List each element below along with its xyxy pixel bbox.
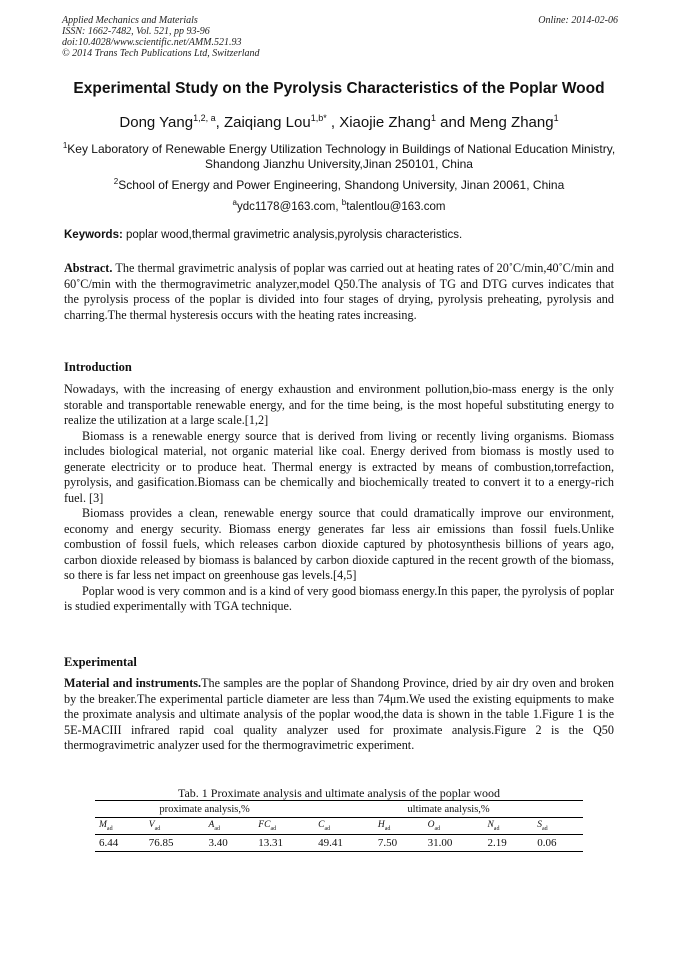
doi: doi:10.4028/www.scientific.net/AMM.521.93 [62,37,242,48]
table-cell: 6.44 [95,835,145,852]
table-header-row [95,818,583,835]
email-text: ydc1178@163.com, [236,200,342,213]
group-ultimate: ultimate analysis,% [314,801,583,818]
online-date: Online: 2014-02-06 [538,15,618,26]
email-text: talentlou@163.com [346,200,446,213]
section-heading-experimental: Experimental [64,655,137,669]
table-cell: 13.31 [254,835,314,852]
email-sup: b [341,198,347,207]
column-header: $C_{ad}$ [314,818,374,835]
running-header [62,15,618,59]
table-cell: 31.00 [424,835,484,852]
author-list [40,113,638,131]
affiliation-text: School of Energy and Power Engineering, Shandong University, Jinan 20061, China [118,178,565,192]
table-cell: 0.06 [533,835,583,852]
affiliation-1 [60,138,618,172]
author-sep: , [326,114,340,131]
author-sup: 1,b* [310,113,327,123]
paper-title: Experimental Study on the Pyrolysis Characteristics of the Poplar Wood [73,80,605,97]
affiliation-sup: 1 [62,141,68,150]
table-caption: Tab. 1 Proximate analysis and ultimate analysis of the poplar wood [177,786,501,800]
table-row [95,835,583,852]
author-sup: 1 [430,113,436,123]
paragraph: Poplar wood is very common and is a kind of very good biomass energy.In this paper, the pyrolysis of poplar is studied experimentally with TGA technique. [64,583,614,613]
table-group-row [95,801,583,818]
issn: ISSN: 1662-7482, Vol. 521, pp 93-96 [62,26,210,37]
paragraph: Biomass is a renewable energy source that is derived from living or recently living organisms. Biomass includes biological material, not organic material like coal. Energy derived from biomass is mostly used to generate electricity or to produce heat. Thermal energy is extracted by means of combustion,torrefaction, pyrolysis, and gasification.Biomass can be chemically and biochemically treated to convert it to a energy-rich fuel. [3] [64,428,614,505]
paragraph: The samples are the poplar of Shandong Province, dried by air dry oven and broken by the breaker.The experimental particle diameter are less than 74μm.We used the existing equipments to make the proximate analysis and ultimate analysis of the poplar wood,the data is shown in the table 1.Figure 1 is the 5E-MACIII infrared rapid coal quality analyzer used for proximate analysis.Figure 2 is the Q50 thermogravimetric analyzer used for the thermogravimetric experiment. [64,676,614,752]
column-header: $V_{ad}$ [145,818,205,835]
keywords-text: poplar wood,thermal gravimetric analysis,pyrolysis characteristics. [122,229,463,241]
author-name: Zaiqiang Lou [223,114,311,131]
subsection-label: Material and instruments. [64,676,202,690]
author-name: Xiaojie Zhang [339,114,431,131]
keywords [64,229,620,241]
column-header: $FC_{ad}$ [254,818,314,835]
analysis-table [95,800,583,852]
group-proximate: proximate analysis,% [95,801,314,818]
abstract [64,261,614,323]
column-header: $A_{ad}$ [205,818,255,835]
affiliation-text: Key Laboratory of Renewable Energy Utilization Technology in Buildings of National Education Ministry, Shandong Jianzhu University,Jinan 250101, China [67,142,616,171]
paragraph: Biomass provides a clean, renewable energy source that could dramatically improve our environment, economy and energy security. Biomass energy generates far less air emissions than fossil fuels.Unlike combustion of fossil fuels, which releases carbon dioxide captured by photosynthesis billions of years ago, carbon dioxide released by biomass is balanced by carbon dioxide captured in the recent growth of the biomass, so there is far less net impact on greenhouse gas levels.[4,5] [64,506,614,582]
author-sep: and [435,114,470,131]
copyright: © 2014 Trans Tech Publications Ltd, Switzerland [62,48,260,59]
abstract-text: The thermal gravimetric analysis of poplar was carried out at heating rates of 20˚C/min,40˚C/min and 60˚C/min with the thermogravimetric analyzer,model Q50.The analysis of TG and DTG curves indicates that the pyrolysis process of the poplar is divided into four stages of drying, pyrolysis preheating, pyrolysis and charring.The thermal hysteresis occurs with the heating rates increasing. [64,261,614,322]
author-name: Dong Yang [119,114,194,131]
author-sep: , [215,114,224,131]
keywords-label: Keywords: [64,229,123,241]
abstract-label: Abstract. [64,261,113,275]
table-cell: 49.41 [314,835,374,852]
affiliation-sup: 2 [113,177,119,186]
author-emails [60,195,618,215]
section-heading-introduction: Introduction [64,360,132,374]
journal-name: Applied Mechanics and Materials [62,15,198,26]
introduction-body [64,382,614,615]
paragraph: Nowadays, with the increasing of energy exhaustion and environment pollution,bio-mass energy is the only storable and transportable renewable energy, and for the time being, is the most hopeful substituting energy to realize the utilization at a large scale.[1,2] [64,382,614,427]
table-cell: 3.40 [205,835,255,852]
column-header: $M_{ad}$ [95,818,145,835]
table-cell: 2.19 [483,835,533,852]
author-sup: 1,2, a [193,113,216,123]
email-sup: a [232,198,237,207]
table-cell: 7.50 [374,835,424,852]
author-name: Meng Zhang [469,114,554,131]
column-header: $S_{ad}$ [533,818,583,835]
column-header: $O_{ad}$ [424,818,484,835]
experimental-body [64,676,614,754]
column-header: $H_{ad}$ [374,818,424,835]
affiliation-2 [60,174,618,193]
author-sup: 1 [553,113,559,123]
column-header: $N_{ad}$ [483,818,533,835]
table-cell: 76.85 [145,835,205,852]
